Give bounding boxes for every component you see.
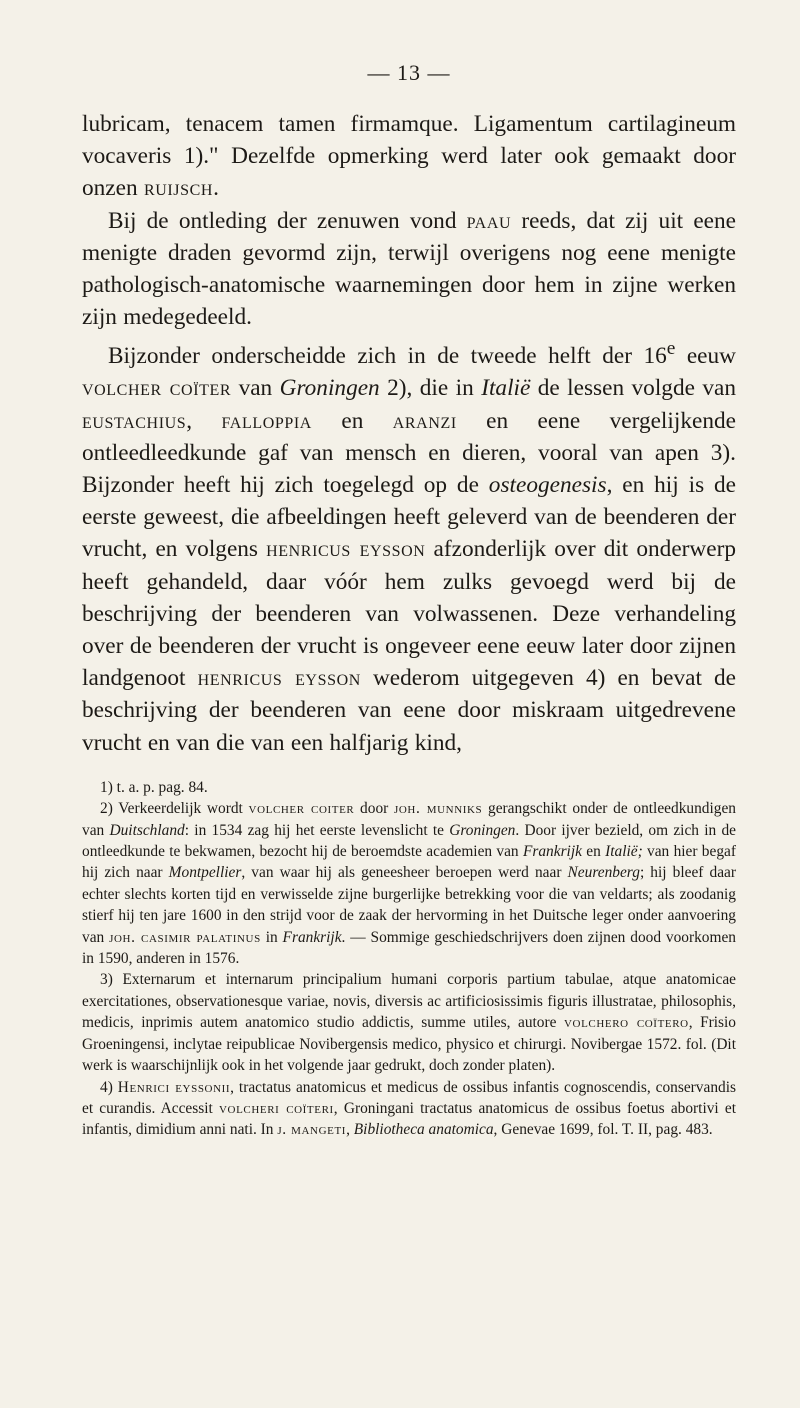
small-caps-name: volcheri coïteri <box>218 1099 334 1117</box>
text-run: gerangschikt onder de ontleedkundigen van <box>82 800 736 839</box>
small-caps-name: volchero coïtero <box>564 1014 689 1032</box>
small-caps-name: volcher coiter <box>248 800 355 818</box>
small-caps-name: paau <box>466 207 512 234</box>
text-run: reeds, dat zij uit eene menigte draden gevormd zijn, terwijl overigens nog eene menigte pathologisch-anatomische waarnemingen door hem in zijne werken zijn medegedeeld. <box>82 207 736 331</box>
italic-text: Italië <box>481 375 531 402</box>
text-run: , van waar hij als geneesheer beroepen werd naar <box>241 864 568 882</box>
small-caps-name: volcher coïter <box>82 375 232 402</box>
text-run: , Genevae 1699, fol. T. II, pag. 483. <box>493 1121 713 1139</box>
small-caps-name: j. mangeti <box>277 1121 347 1139</box>
text-run: 1) t. a. p. pag. 84. <box>100 778 208 796</box>
italic-text: Groningen <box>279 375 380 402</box>
text-run: lubricam, tenacem tamen firmamque. Ligamentum cartilagineum vocaveris 1)." Dezelfde opmerking werd later ook gemaakt door onzen <box>82 111 736 202</box>
text-run: van <box>231 375 280 402</box>
small-caps-name: joh. casimir palatinus <box>109 928 261 946</box>
italic-text: Neurenberg <box>567 864 640 882</box>
small-caps-name: joh. munniks <box>394 800 483 818</box>
text-run: en eene vergelijkende ontleedleedkunde gaf van mensch en dieren, vooral van apen 3). Bijzonder heeft hij zich toegelegd op de <box>82 407 736 498</box>
main-text <box>82 108 736 759</box>
text-run: en <box>311 407 393 434</box>
small-caps-name: ruijsch <box>143 175 214 202</box>
small-caps-name: henricus eysson <box>197 665 361 692</box>
small-caps-name: aranzi <box>392 407 457 434</box>
text-run: 2), die in <box>379 375 482 402</box>
text-run: , <box>346 1121 354 1139</box>
italic-text: osteogenesis <box>488 472 607 498</box>
italic-text: Duitschland <box>109 821 185 839</box>
footnotes <box>82 777 736 1141</box>
superscript: e <box>666 338 676 360</box>
small-caps-name: falloppia <box>221 407 312 434</box>
text-run: Bijzonder onderscheidde zich in de tweede helft der 16 <box>108 343 667 370</box>
text-run: afzonderlijk over dit onderwerp heeft gehandeld, daar vóór hem zulks gevoegd werd bij de beschrijving der beenderen van volwassenen. Deze verhandeling over de beenderen der vrucht is ongeveer eene eeuw later door zijnen landgenoot <box>82 536 736 692</box>
text-run: wederom uitgegeven 4) en bevat de beschrijving der beenderen van eene door miskraam uitgedrevene vrucht en van die van een halfjarig kind, <box>82 665 737 756</box>
text-run: eeuw <box>675 343 736 370</box>
small-caps-name: Henrici eyssonii <box>117 1078 231 1096</box>
italic-text: Frankrijk <box>282 928 342 946</box>
text-run: , Frisio Groeningensi, inclytae reipublicae Novibergensis medico, physico et chirurgi. Novibergae 1572. fol. (Dit werk is waarschijnlijk ook in het volgende jaar gedrukt, doch zonder platen). <box>82 1014 736 1075</box>
text-run: . Door ijver bezield, om zich in de ontleedkunde te bekwamen, bezocht hij de beroemdste academien van <box>82 821 736 861</box>
text-run: , en hij is de eerste geweest, die afbeeldingen heeft geleverd van de beenderen der vrucht, en volgens <box>82 472 736 563</box>
text-run: : in 1534 zag hij het eerste levenslicht te <box>184 821 450 839</box>
text-run: van hier begaf hij zich naar <box>82 843 736 882</box>
paragraph-3 <box>82 333 736 758</box>
text-run: en <box>581 843 606 861</box>
small-caps-name: eustachius <box>82 407 187 434</box>
text-run: , <box>186 407 222 434</box>
page-number: — 13 — <box>367 60 451 85</box>
text-run: . <box>213 175 219 202</box>
footnote-3 <box>82 969 736 1076</box>
text-run: door <box>354 800 394 818</box>
text-run: . — Sommige geschiedschrijvers doen zijnen dood voorkomen in 1590, anderen in 1576. <box>82 928 737 968</box>
text-run: , Groningani tractatus anatomicus de ossibus foetus abortivi et infantis, dimidium anni nati. In <box>82 1099 736 1139</box>
text-run: in <box>260 928 283 946</box>
text-run: ; hij bleef daar echter slechts korten tijd en verwisselde zijne burgerlijke betrekking voor die van veldarts; als zoodanig stierf hij ten jare 1600 in den strijd voor de zaak der hervorming in het Duitsche leger onder aanvoering van <box>82 864 736 946</box>
footnote-1 <box>82 777 736 798</box>
text-run: , tractatus anatomicus et medicus de ossibus infantis cognoscendis, conservandis et curandis. Accessit <box>82 1078 736 1117</box>
italic-text: Montpellier <box>168 864 242 882</box>
text-run: 2) Verkeerdelijk wordt <box>100 800 249 818</box>
text-run: 3) Externarum et internarum principalium humani corporis partium tabulae, atque anatomicae exercitationes, observationesque variae, novis, diversis ac artificiosissimis figuris illustratae, philosophis, medicis, inprimis autem anatomico studio addictis, summe utiles, autore <box>82 971 736 1032</box>
footnote-4 <box>82 1077 736 1141</box>
italic-text: Bibliotheca anatomica <box>353 1121 494 1139</box>
italic-text: Groningen <box>449 821 516 839</box>
italic-text: Frankrijk <box>522 843 582 861</box>
italic-text: Italië; <box>605 843 643 861</box>
paragraph-1 <box>82 108 736 205</box>
text-run: Bij de ontleding der zenuwen vond <box>108 207 467 234</box>
footnote-2 <box>82 798 736 969</box>
text-run: 4) <box>100 1078 118 1096</box>
small-caps-name: henricus eysson <box>266 536 426 563</box>
text-run: de lessen volgde van <box>530 375 736 402</box>
paragraph-2 <box>82 205 736 334</box>
